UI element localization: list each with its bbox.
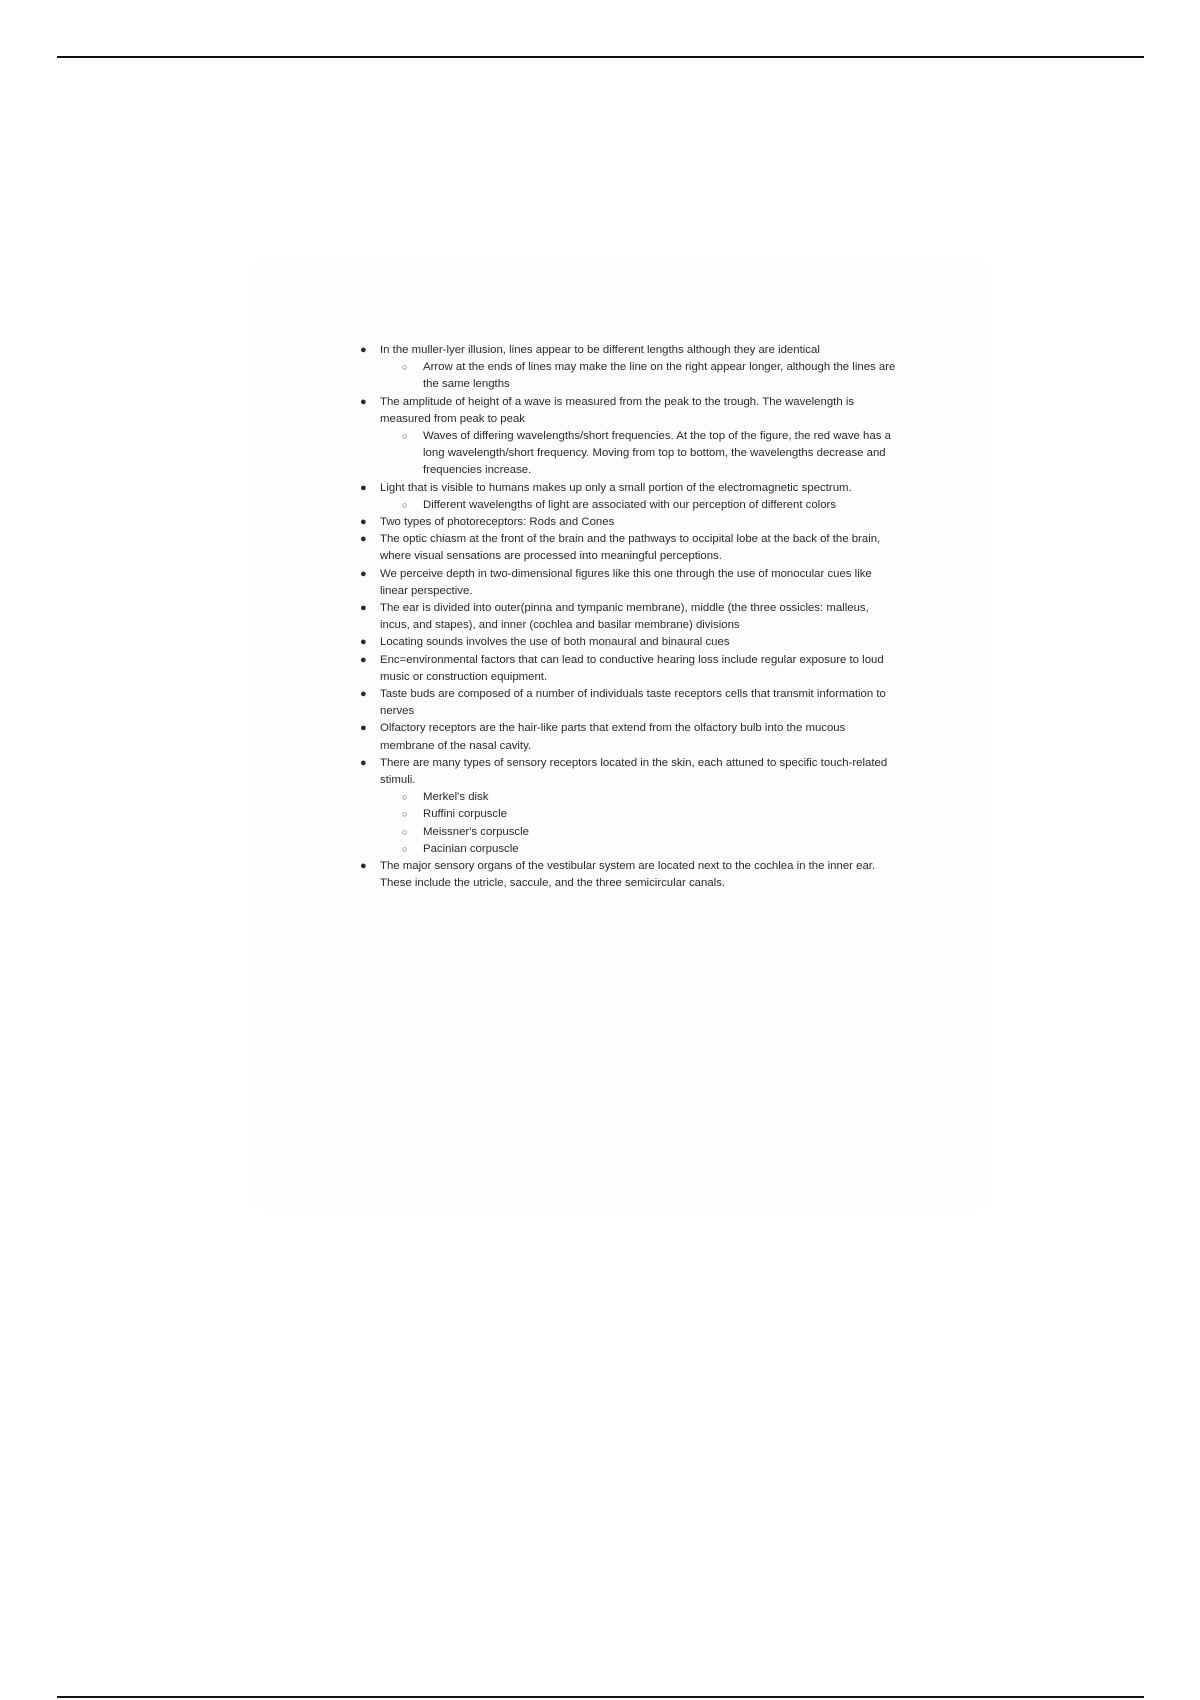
- bullet-icon: ●: [360, 688, 367, 701]
- sub-bullet-list: [380, 428, 900, 480]
- sub-list-item: [402, 806, 900, 823]
- sub-list-item: [402, 428, 900, 480]
- bullet-icon: ●: [360, 602, 367, 615]
- sub-list-item-text: Pacinian corpuscle: [423, 842, 519, 855]
- sub-list-item: [402, 789, 900, 806]
- hollow-bullet-icon: ○: [402, 843, 408, 854]
- sub-list-item-text: Merkel's disk: [423, 791, 489, 804]
- list-item: [355, 480, 900, 514]
- sub-list-item: [402, 824, 900, 841]
- list-item-text: Enc=environmental factors that can lead to conductive hearing loss include regular exposure to loud music or construction equipment.: [380, 653, 884, 683]
- sub-list-item-text: Waves of differing wavelengths/short frequencies. At the top of the figure, the red wave has a long wavelength/short frequency. Moving from top to bottom, the wavelengths decrease and frequencies increase.: [423, 430, 891, 477]
- list-item-text: There are many types of sensory receptors located in the skin, each attuned to specific touch-related stimuli.: [380, 756, 888, 787]
- sub-list-item-text: Ruffini corpuscle: [423, 808, 507, 821]
- list-item: [355, 634, 900, 651]
- hollow-bullet-icon: ○: [402, 809, 408, 820]
- sub-bullet-list: [380, 497, 900, 514]
- notes-content: [355, 342, 900, 893]
- list-item: [355, 531, 900, 565]
- list-item-text: We perceive depth in two-dimensional figures like this one through the use of monocular cues like linear perspective.: [380, 567, 872, 597]
- list-item: [355, 686, 900, 720]
- list-item-text: The optic chiasm at the front of the brain and the pathways to occipital lobe at the back of the brain, where visual sensations are processed into meaningful perceptions.: [380, 533, 881, 563]
- list-item: [355, 600, 900, 634]
- bullet-icon: ●: [360, 481, 367, 494]
- list-item-text: The amplitude of height of a wave is measured from the peak to the trough. The wavelength is measured from peak to peak: [380, 395, 855, 425]
- list-item: [355, 652, 900, 686]
- bullet-icon: ●: [360, 516, 367, 529]
- bullet-icon: ●: [360, 636, 367, 649]
- list-item: [355, 514, 900, 531]
- list-item: [355, 720, 900, 754]
- list-item-text: Light that is visible to humans makes up only a small portion of the electromagnetic spectrum.: [380, 481, 852, 494]
- list-item-text: In the muller-lyer illusion, lines appear to be different lengths although they are identical: [380, 344, 820, 356]
- sub-bullet-list: [380, 359, 900, 393]
- sub-bullet-list: [380, 789, 900, 858]
- bottom-rule: [57, 1696, 1144, 1698]
- top-rule: [57, 56, 1144, 58]
- bullet-list: [355, 342, 900, 893]
- list-item-text: Two types of photoreceptors: Rods and Cones: [380, 516, 615, 529]
- list-item-text: Olfactory receptors are the hair-like parts that extend from the olfactory bulb into the mucous membrane of the nasal cavity.: [380, 722, 846, 752]
- sub-list-item: [402, 841, 900, 858]
- list-item-text: Locating sounds involves the use of both monaural and binaural cues: [380, 636, 730, 649]
- sub-list-item: [402, 497, 900, 514]
- list-item: [355, 342, 900, 394]
- list-item: [355, 858, 900, 892]
- hollow-bullet-icon: ○: [402, 499, 408, 510]
- bullet-icon: ●: [360, 722, 367, 735]
- bullet-icon: ●: [360, 653, 367, 666]
- bullet-icon: ●: [360, 860, 367, 873]
- hollow-bullet-icon: ○: [402, 362, 408, 373]
- bullet-icon: ●: [360, 533, 367, 546]
- bullet-icon: ●: [360, 395, 367, 408]
- hollow-bullet-icon: ○: [402, 792, 408, 803]
- bullet-icon: ●: [360, 756, 367, 769]
- sub-list-item-text: Different wavelengths of light are associated with our perception of different colors: [423, 498, 837, 511]
- list-item: [355, 394, 900, 480]
- bullet-icon: ●: [360, 567, 367, 580]
- hollow-bullet-icon: ○: [402, 431, 408, 442]
- list-item-text: The major sensory organs of the vestibular system are located next to the cochlea in the inner ear. These include the utricle, saccule, and the three semicircular canals.: [380, 860, 876, 890]
- sub-list-item-text: Arrow at the ends of lines may make the line on the right appear longer, although the lines are the same lengths: [423, 361, 896, 391]
- sub-list-item: [402, 359, 900, 393]
- bullet-icon: ●: [360, 344, 367, 356]
- hollow-bullet-icon: ○: [402, 826, 408, 837]
- list-item: [355, 566, 900, 600]
- list-item-text: Taste buds are composed of a number of individuals taste receptors cells that transmit information to nerves: [380, 688, 886, 718]
- sub-list-item-text: Meissner's corpuscle: [423, 825, 529, 838]
- list-item: [355, 755, 900, 858]
- list-item-text: The ear is divided into outer(pinna and tympanic membrane), middle (the three ossicles: malleus, incus, and stapes), and inner (cochlea and basilar membrane) divisions: [380, 602, 869, 632]
